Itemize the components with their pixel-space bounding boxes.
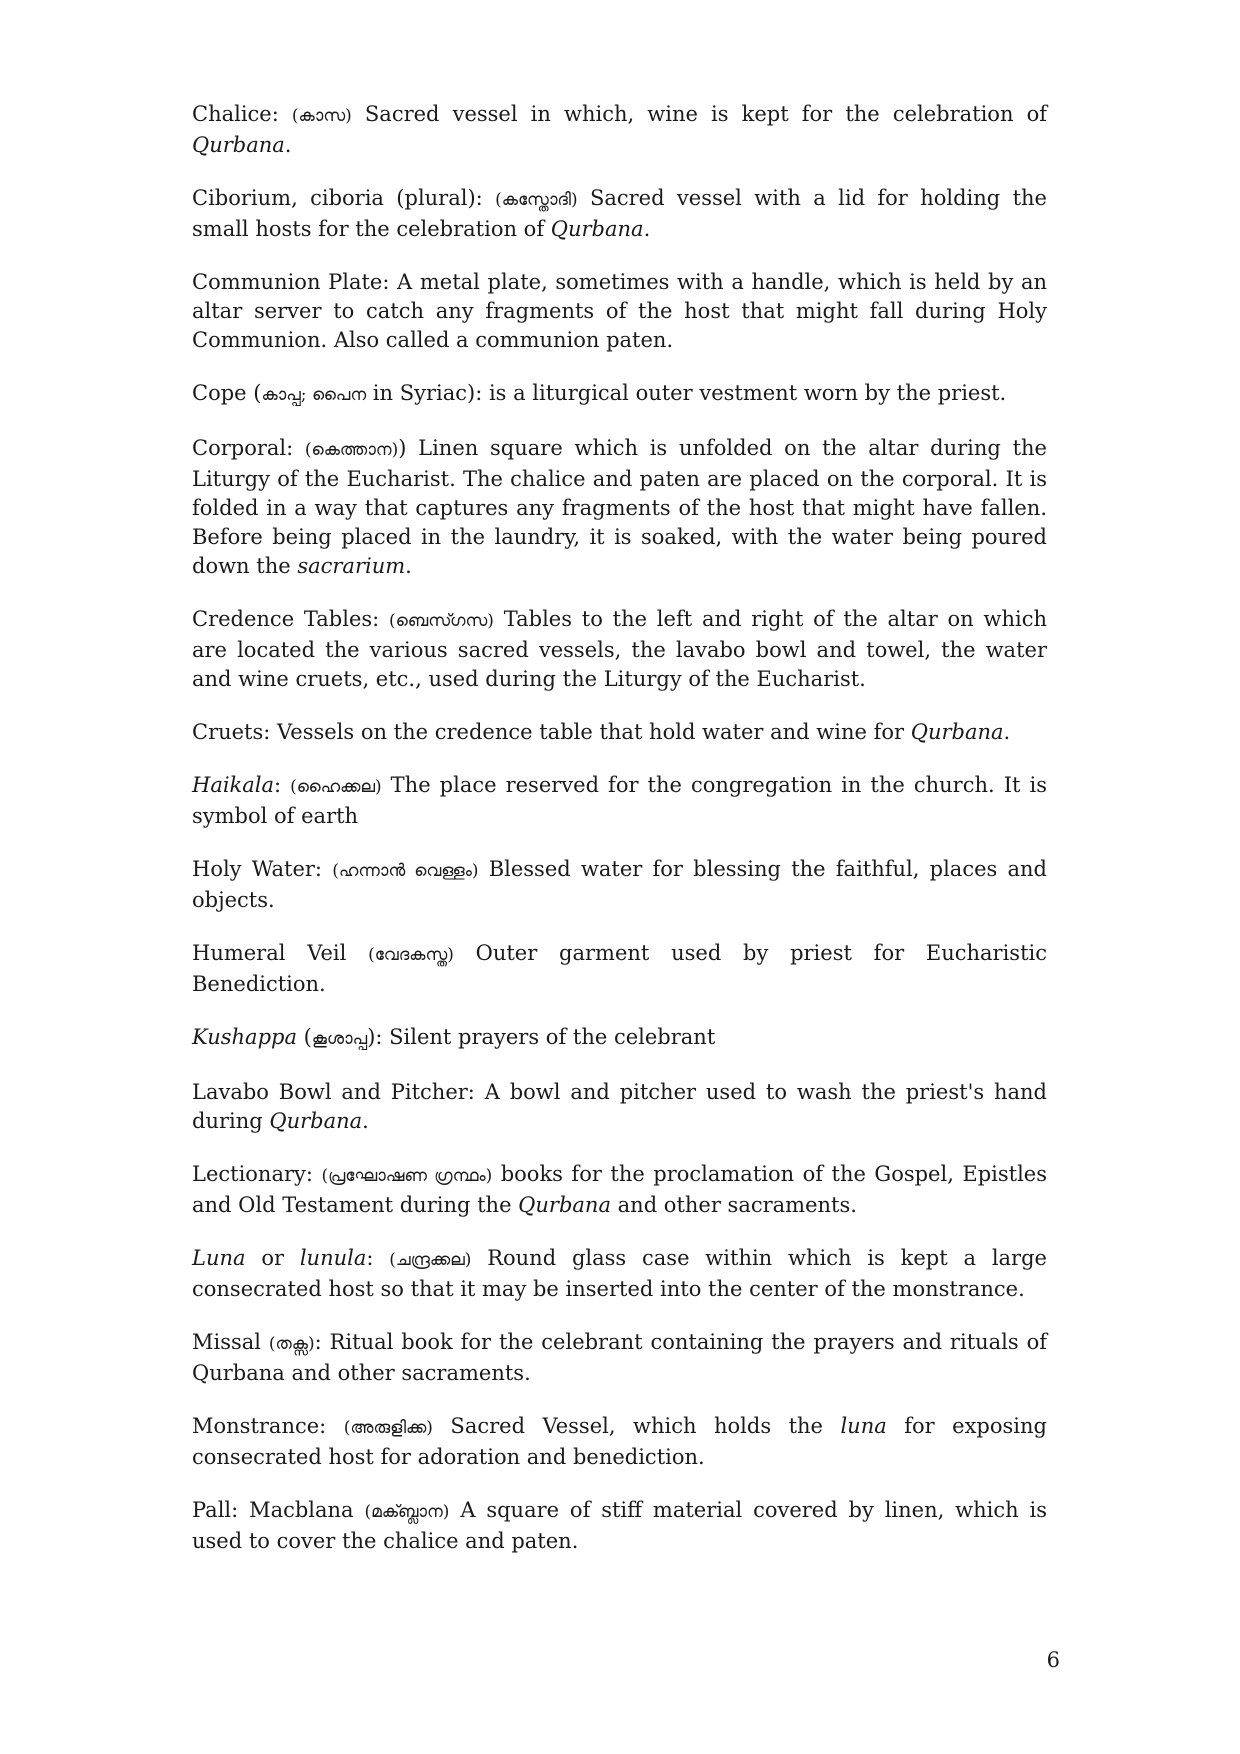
entry-text: Ciborium, ciboria (plural): <box>192 186 496 210</box>
italic-term: Kushappa <box>192 1025 297 1049</box>
glossary-entry <box>192 939 1047 999</box>
italic-term: Luna <box>192 1246 246 1270</box>
entry-text: ) Linen square which is unfolded on the altar during the Liturgy of the Eucharist. The chalice and paten are placed on the corporal. It is folded in a way that captures any fragments of the host that might have fallen. Before being placed in the laundry, it is soaked, with the water being poured down the <box>192 436 1047 578</box>
italic-term: lunula <box>299 1246 367 1270</box>
italic-term: Qurbana <box>910 720 1004 744</box>
malayalam-term: (ഹൈക്കല) <box>290 777 382 797</box>
entry-text: ( <box>296 1025 312 1049</box>
glossary-entry <box>192 1078 1047 1136</box>
entry-text: A square of stiff material covered by linen, which is used to cover the chalice and paten. <box>192 1498 1048 1553</box>
glossary-entries <box>192 100 1047 1580</box>
glossary-entry <box>192 605 1047 694</box>
entry-text: Humeral Veil <box>192 941 369 965</box>
glossary-entry <box>192 1244 1047 1304</box>
entry-text: : <box>274 773 291 797</box>
entry-text: Sacred vessel with a lid for holding the small hosts for the celebration of <box>192 186 1047 241</box>
glossary-entry <box>192 1412 1047 1472</box>
glossary-entry <box>192 1160 1047 1220</box>
entry-text: and other sacraments. <box>610 1193 857 1217</box>
entry-text: Holy Water: <box>192 857 333 881</box>
entry-text: for exposing consecrated host for adoration and benediction. <box>192 1414 1047 1469</box>
entry-text: : <box>366 1246 390 1270</box>
entry-text: . <box>1003 720 1011 744</box>
entry-text: Missal <box>192 1330 269 1354</box>
entry-text: . <box>362 1109 369 1133</box>
malayalam-term: (മക്ബ്ലാന) <box>364 1502 450 1522</box>
entry-text: or <box>245 1246 300 1270</box>
entry-text: . <box>643 217 651 241</box>
entry-text: . <box>284 133 292 157</box>
malayalam-term: (ഹന്നാൻ വെള്ളം) <box>332 861 479 881</box>
entry-text: Lavabo Bowl and Pitcher: A bowl and pitcher used to wash the priest's hand during <box>192 1080 1047 1133</box>
glossary-entry <box>192 100 1047 160</box>
glossary-entry <box>192 268 1047 355</box>
entry-text: Blessed water for blessing the faithful, places and objects. <box>192 857 1047 912</box>
malayalam-term: (ബെസ്ഗസ) <box>389 611 494 631</box>
malayalam-term: (കസ്തോദി) <box>495 190 578 210</box>
glossary-entry <box>192 379 1047 410</box>
entry-text: Lectionary: <box>192 1162 322 1186</box>
italic-term: Haikala <box>192 773 275 797</box>
glossary-entry <box>192 855 1047 915</box>
page-number: 6 <box>1046 1648 1060 1672</box>
entry-text: : Ritual book for the celebrant containing the prayers and rituals of Qurbana and other sacraments. <box>192 1330 1047 1385</box>
entry-text: books for the proclamation of the Gospel, Epistles and Old Testament during the <box>192 1162 1047 1217</box>
glossary-entry <box>192 184 1047 244</box>
entry-text: ): Silent prayers of the celebrant <box>367 1025 716 1049</box>
entry-text: Sacred vessel in which, wine is kept for the celebration of <box>351 102 1047 126</box>
entry-text: Corporal: <box>192 436 305 460</box>
malayalam-term: (കാസ) <box>291 106 352 126</box>
malayalam-term: (അരുളിക്ക) <box>343 1418 433 1438</box>
entry-text: Credence Tables: <box>192 607 390 631</box>
glossary-entry <box>192 1496 1047 1556</box>
entry-text: . <box>405 554 412 578</box>
italic-term: Qurbana <box>518 1193 611 1217</box>
entry-text: Chalice: <box>192 102 292 126</box>
malayalam-term: (ചന്ദ്രക്കല) <box>389 1250 472 1270</box>
entry-text: Sacred Vessel, which holds the <box>432 1414 841 1438</box>
malayalam-term: (കെത്താന) <box>304 440 399 460</box>
italic-term: sacrarium <box>297 554 406 578</box>
glossary-entry <box>192 1328 1047 1388</box>
entry-text: in Syriac): is a liturgical outer vestment worn by the priest. <box>366 381 1007 405</box>
glossary-entry <box>192 434 1047 581</box>
italic-term: Qurbana <box>550 217 644 241</box>
malayalam-term: (തക്സ) <box>268 1334 315 1354</box>
entry-text: Tables to the left and right of the altar on which are located the various sacred vessels, the lavabo bowl and towel, the water and wine cruets, etc., used during the Liturgy of the Eucharist. <box>192 607 1047 691</box>
glossary-entry <box>192 718 1047 747</box>
entry-text: Cruets: Vessels on the credence table that hold water and wine for <box>192 720 911 744</box>
malayalam-term: കാപ്പ; പൈന <box>261 385 367 405</box>
italic-term: Qurbana <box>192 133 285 157</box>
malayalam-term: (വേദകസ്ത) <box>368 945 454 965</box>
malayalam-term: കൂശാപ്പ <box>311 1029 368 1049</box>
entry-text: Cope ( <box>192 381 262 405</box>
entry-text: The place reserved for the congregation in the church. It is symbol of earth <box>192 773 1047 828</box>
glossary-entry <box>192 771 1047 831</box>
entry-text: Pall: Macblana <box>192 1498 365 1522</box>
italic-term: Qurbana <box>269 1109 363 1133</box>
entry-text: Round glass case within which is kept a large consecrated host so that it may be inserted into the center of the monstrance. <box>192 1246 1047 1301</box>
italic-term: luna <box>840 1414 887 1438</box>
entry-text: Monstrance: <box>192 1414 344 1438</box>
malayalam-term: (പ്രഘോഷണ ഗ്രന്ഥം) <box>321 1166 493 1186</box>
entry-text: Outer garment used by priest for Eucharistic Benediction. <box>192 941 1047 996</box>
glossary-entry <box>192 1023 1047 1054</box>
entry-text: Communion Plate: A metal plate, sometimes with a handle, which is held by an altar server to catch any fragments of the host that might fall during Holy Communion. Also called a communion paten. <box>192 270 1047 352</box>
